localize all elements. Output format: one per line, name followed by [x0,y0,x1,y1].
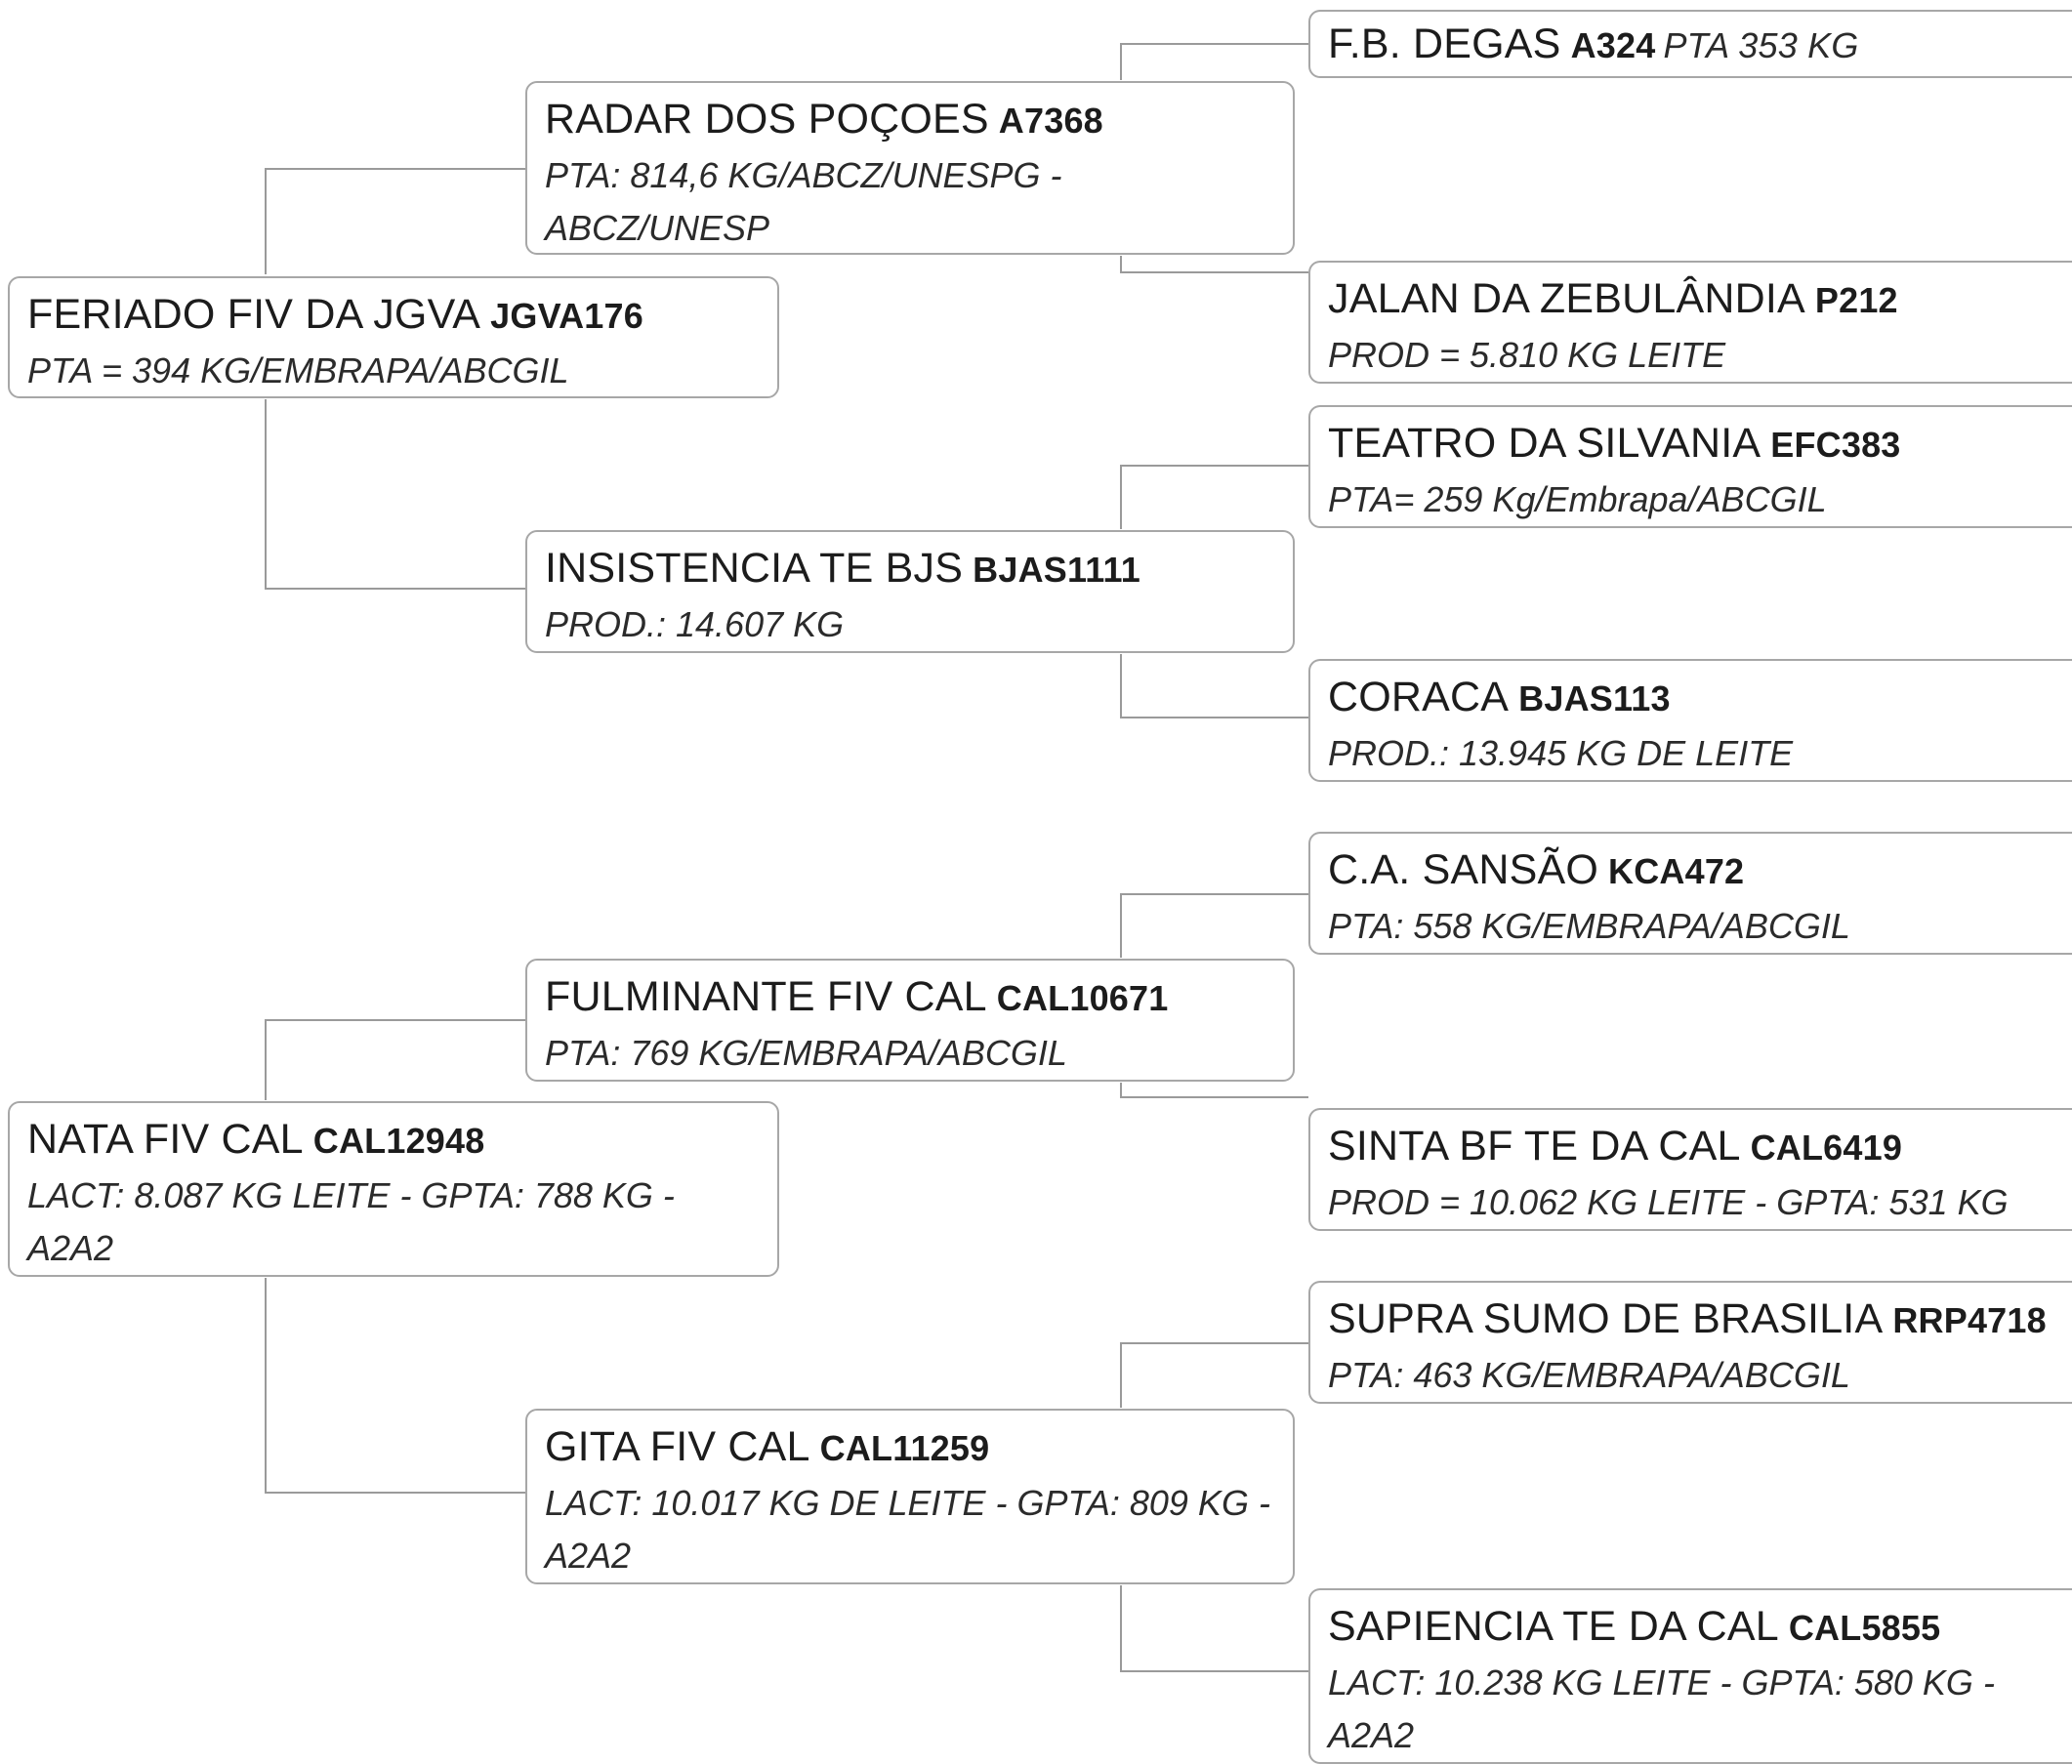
dam-dam-node[interactable] [525,1409,1295,1584]
registration-code: CAL6419 [1750,1128,1903,1168]
registration-code: BJAS1111 [973,550,1140,590]
animal-name: JALAN DA ZEBULÂNDIA [1328,275,1805,322]
connector-sire-dam-to-coraca [1121,654,1308,718]
performance-info: LACT: 10.017 KG DE LEITE - GPTA: 809 KG - A2A2 [545,1483,1270,1576]
sire-dam-dam-node[interactable] [1308,659,2072,782]
animal-name: F.B. DEGAS [1328,21,1561,67]
connector-sire-sire-to-degas [1121,44,1308,80]
performance-info: PTA: 463 KG/EMBRAPA/ABCGIL [1328,1355,1850,1395]
performance-info: PTA = 394 KG/EMBRAPA/ABCGIL [27,350,569,390]
animal-name: SAPIENCIA TE DA CAL [1328,1603,1779,1650]
connector-dam-to-dam-sire [266,1020,525,1100]
performance-info: PTA: 769 KG/EMBRAPA/ABCGIL [545,1033,1067,1073]
performance-info: PROD = 5.810 KG LEITE [1328,335,1726,375]
connector-dam-sire-to-sinta [1121,1083,1308,1097]
registration-code: CAL12948 [312,1121,485,1161]
performance-info: PROD.: 13.945 KG DE LEITE [1328,733,1794,773]
registration-code: A7368 [998,101,1103,141]
animal-name: SINTA BF TE DA CAL [1328,1123,1741,1169]
dam-node[interactable] [8,1101,779,1277]
connector-sire-to-sire-sire [266,169,525,274]
animal-name: GITA FIV CAL [545,1423,810,1470]
dam-sire-node[interactable] [525,959,1295,1082]
registration-code: CAL11259 [819,1428,990,1468]
sire-sire-node[interactable] [525,81,1295,255]
registration-code: A324 [1570,25,1656,65]
performance-info: PTA: 814,6 KG/ABCZ/UNESPG - ABCZ/UNESP [545,155,1062,248]
registration-code: EFC383 [1770,425,1901,465]
performance-info: PTA= 259 Kg/Embrapa/ABCGIL [1328,479,1827,519]
sire-dam-node[interactable] [525,530,1295,653]
dam-dam-dam-node[interactable] [1308,1588,2072,1764]
sire-sire-sire-node[interactable] [1308,10,2072,78]
registration-code: RRP4718 [1892,1300,2047,1340]
sire-dam-sire-node[interactable] [1308,405,2072,528]
performance-info: LACT: 10.238 KG LEITE - GPTA: 580 KG - A2A2 [1328,1662,1995,1755]
registration-code: CAL10671 [996,978,1169,1018]
registration-code: KCA472 [1608,851,1745,891]
animal-name: INSISTENCIA TE BJS [545,545,964,592]
connector-dam-to-dam-dam [266,1278,525,1493]
dam-sire-sire-node[interactable] [1308,832,2072,955]
performance-info: PROD.: 14.607 KG [545,604,845,644]
animal-name: FULMINANTE FIV CAL [545,973,987,1020]
connector-dam-dam-to-supra [1121,1343,1308,1408]
animal-name: TEATRO DA SILVANIA [1328,420,1761,467]
dam-sire-dam-node[interactable] [1308,1108,2072,1231]
animal-name: RADAR DOS POÇOES [545,96,989,143]
animal-name: NATA FIV CAL [27,1116,304,1163]
animal-name: SUPRA SUMO DE BRASILIA [1328,1295,1884,1342]
animal-name: FERIADO FIV DA JGVA [27,291,481,338]
registration-code: BJAS113 [1518,678,1671,718]
animal-name: C.A. SANSÃO [1328,846,1598,893]
performance-info: PROD = 10.062 KG LEITE - GPTA: 531 KG [1328,1182,2009,1222]
sire-node[interactable] [8,276,779,398]
connector-dam-dam-to-sapiencia [1121,1585,1308,1671]
dam-dam-sire-node[interactable] [1308,1281,2072,1404]
connector-sire-dam-to-teatro [1121,466,1308,529]
animal-name: CORACA [1328,674,1510,720]
registration-code: CAL5855 [1788,1608,1941,1648]
performance-info: LACT: 8.087 KG LEITE - GPTA: 788 KG - A2A2 [27,1175,675,1268]
registration-code: P212 [1814,280,1898,320]
performance-info: PTA: 558 KG/EMBRAPA/ABCGIL [1328,906,1850,946]
registration-code: JGVA176 [490,296,643,336]
sire-sire-dam-node[interactable] [1308,261,2072,384]
performance-info: PTA 353 KG [1663,25,1859,65]
connector-dam-sire-to-sansao [1121,894,1308,958]
connector-sire-sire-to-jalan [1121,256,1308,272]
connector-sire-to-sire-dam [266,399,525,589]
